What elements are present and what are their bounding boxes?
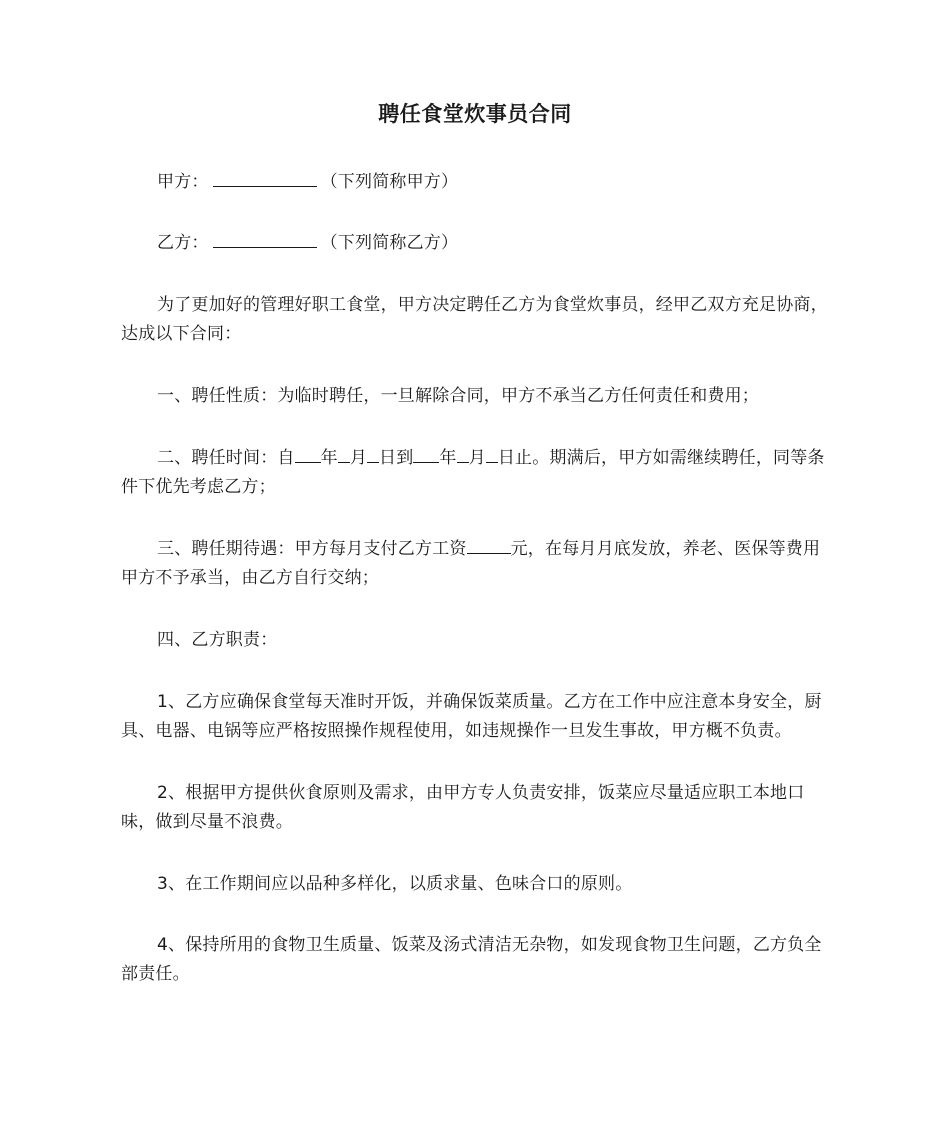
document-title: 聘任食堂炊事员合同	[378, 102, 572, 126]
clause-4-duties: 四、乙方职责：	[157, 630, 278, 650]
party-b-blank	[213, 229, 317, 248]
clause-2-text-end-month: 月	[468, 448, 486, 468]
start-month-blank	[338, 444, 350, 463]
party-a-line	[121, 168, 833, 197]
start-year-blank	[295, 444, 321, 463]
duty-item-2: 2、根据甲方提供伙食原则及需求，由甲方专人负责安排，饭菜应尽量适应职工本地口味，做到尽量不浪费。	[121, 783, 805, 832]
clause-3-text-end: 元，在每月月底发放，养老、医保等费用甲方不予承当，由乙方自行交纳；	[121, 539, 821, 588]
end-day-blank	[486, 444, 498, 463]
clause-2-text-to: 日到	[379, 448, 414, 468]
start-day-blank	[367, 444, 379, 463]
intro-paragraph: 为了更加好的管理好职工食堂，甲方决定聘任乙方为食堂炊事员，经甲乙双方充足协商，达成以下合同：	[121, 295, 828, 344]
end-month-blank	[457, 444, 469, 463]
duty-item-1: 1、乙方应确保食堂每天准时开饭，并确保饭菜质量。乙方在工作中应注意本身安全，厨具、电器、电锅等应严格按照操作规程使用，如违规操作一旦发生事故，甲方概不负责。	[121, 692, 822, 741]
party-a-suffix: （下列简称甲方）	[320, 172, 459, 192]
clause-2-text-month: 月	[349, 448, 368, 468]
clause-2-text-end-year: 年	[439, 448, 457, 468]
clause-2-text-year: 年	[320, 448, 338, 468]
clause-2-text-from: 二、聘任时间：自	[157, 448, 295, 468]
end-year-blank	[413, 444, 439, 463]
party-a-label: 甲方：	[157, 172, 209, 192]
clause-3-salary	[121, 535, 833, 593]
party-b-label: 乙方：	[157, 233, 209, 253]
duty-item-3: 3、在工作期间应以品种多样化，以质求量、色味合口的原则。	[157, 874, 633, 894]
salary-blank	[467, 535, 511, 554]
duty-item-4: 4、保持所用的食物卫生质量、饭菜及汤式清洁无杂物，如发现食物卫生问题，乙方负全部责任。	[121, 935, 822, 984]
clause-1-nature: 一、聘任性质：为临时聘任，一旦解除合同，甲方不承当乙方任何责任和费用；	[157, 386, 759, 406]
party-a-blank	[213, 168, 317, 187]
clause-3-text-start: 三、聘任期待遇：甲方每月支付乙方工资	[157, 539, 467, 559]
clause-2-text-end: 日止。期满后，甲方如需继续聘任，同等条件下优先考虑乙方；	[121, 448, 825, 497]
party-b-line	[121, 229, 833, 258]
party-b-suffix: （下列简称乙方）	[320, 233, 459, 253]
clause-2-term	[121, 444, 833, 502]
